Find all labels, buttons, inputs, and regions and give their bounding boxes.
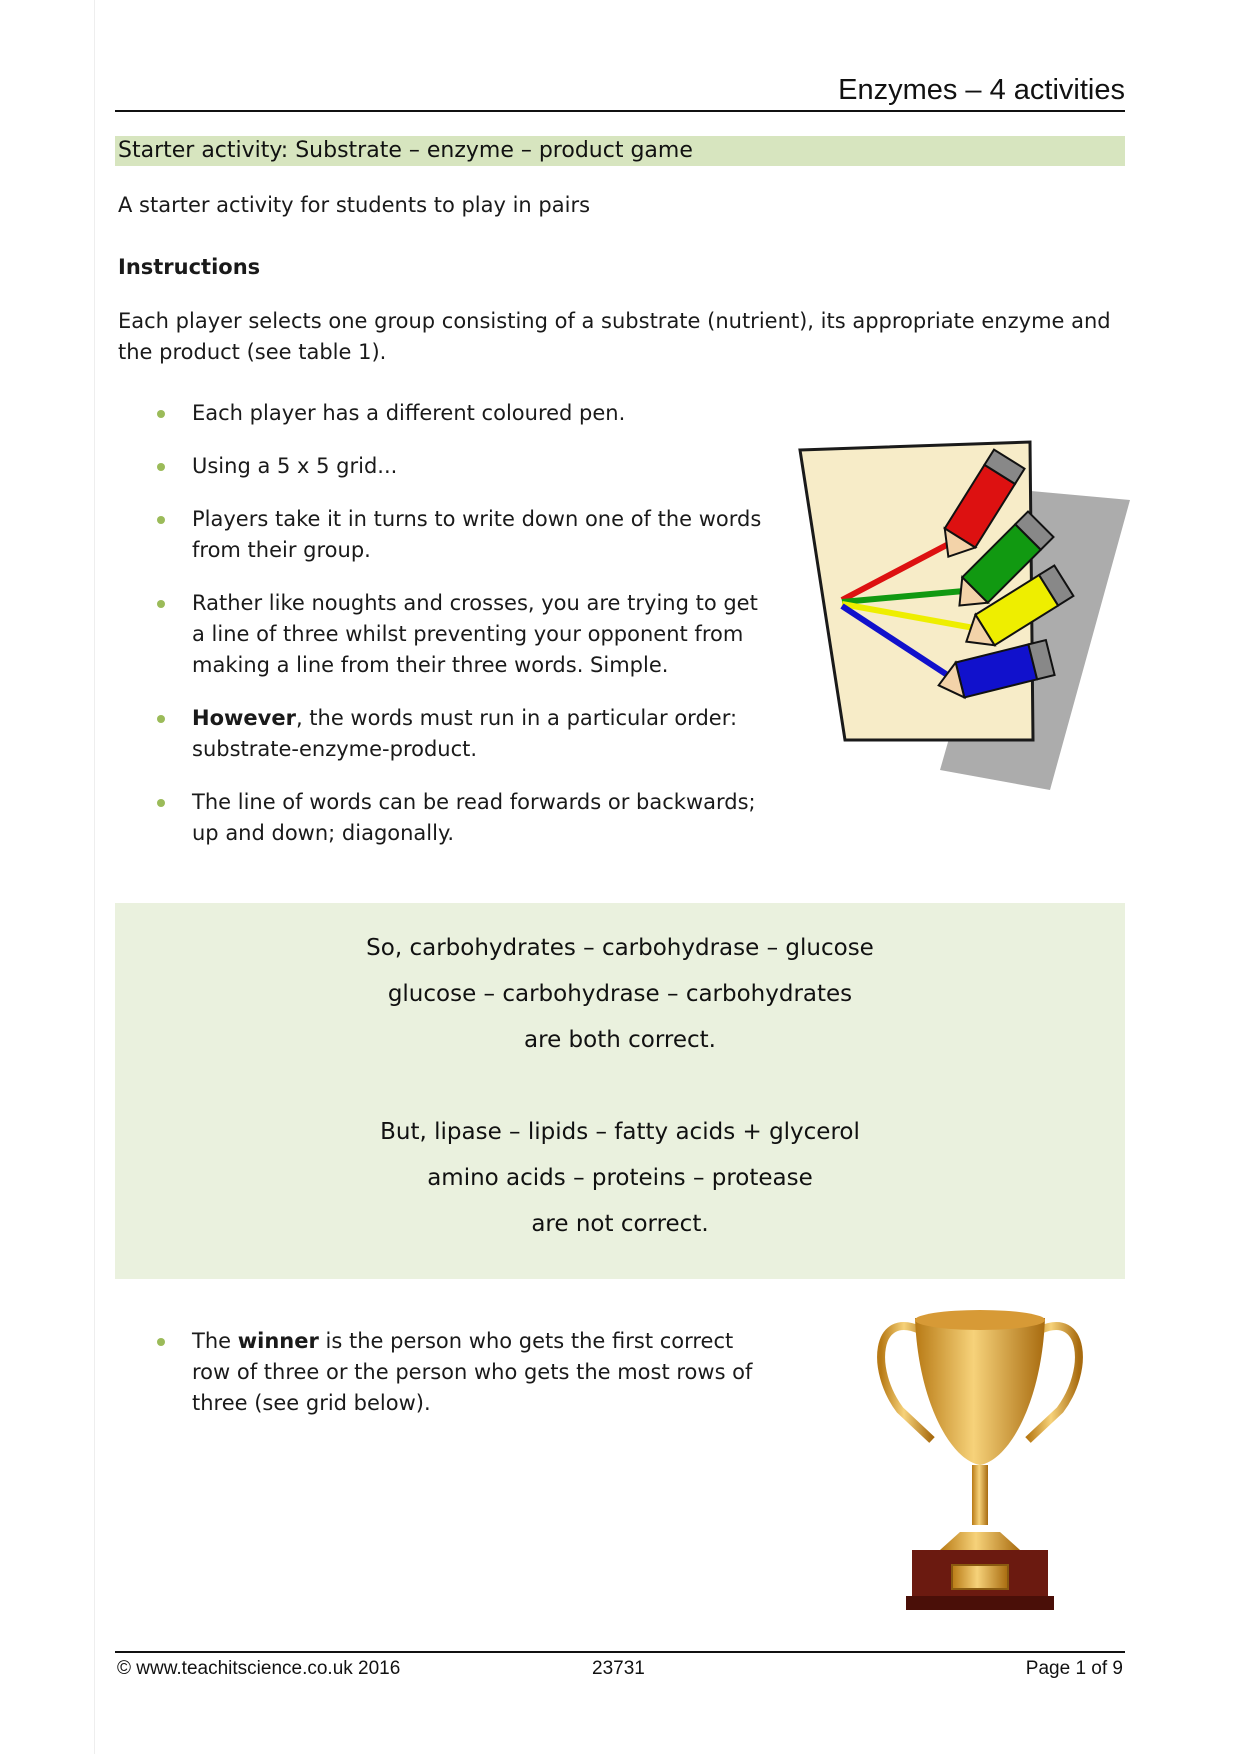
example-line: amino acids – proteins – protease bbox=[427, 1165, 813, 1191]
list-item-text: is the person who gets the first correct row of three or the person who gets the most rows of three (see grid below). bbox=[192, 1329, 753, 1415]
coloured-pencils-image bbox=[790, 440, 1130, 790]
example-line: are not correct. bbox=[531, 1211, 709, 1237]
header-rule bbox=[115, 110, 1125, 112]
bullet-icon bbox=[157, 1338, 165, 1346]
list-item-bold-text: winner bbox=[237, 1329, 319, 1353]
footer-code: 23731 bbox=[592, 1658, 645, 1679]
bullet-icon bbox=[157, 799, 165, 807]
document-title: Enzymes – 4 activities bbox=[838, 74, 1125, 106]
list-item bbox=[154, 703, 764, 765]
instructions-paragraph: Each player selects one group consisting of a substrate (nutrient), its appropriate enzyme and the product (see table 1). bbox=[118, 309, 1111, 364]
example-line: But, lipase – lipids – fatty acids + glycerol bbox=[380, 1119, 860, 1145]
instruction-list bbox=[154, 398, 764, 871]
page-edge-line bbox=[94, 0, 95, 1754]
bullet-icon bbox=[157, 600, 165, 608]
winner-list bbox=[154, 1326, 764, 1419]
list-item-text: The bbox=[192, 1329, 238, 1353]
list-item-text: Players take it in turns to write down one of the words from their group. bbox=[192, 507, 762, 562]
footer-copyright: © www.teachitscience.co.uk 2016 bbox=[117, 1658, 401, 1679]
list-item-text: Each player has a different coloured pen. bbox=[192, 401, 626, 425]
bullet-icon bbox=[157, 463, 165, 471]
list-item-text: , the words must run in a particular order: substrate-enzyme-product. bbox=[192, 706, 738, 761]
list-item-text: Using a 5 x 5 grid... bbox=[192, 454, 398, 478]
footer-rule bbox=[115, 1651, 1125, 1653]
list-item-text: The line of words can be read forwards or backwards; up and down; diagonally. bbox=[192, 790, 756, 845]
example-line: are both correct. bbox=[524, 1027, 716, 1053]
list-item bbox=[154, 588, 764, 681]
footer-page-number: Page 1 of 9 bbox=[1025, 1658, 1123, 1679]
list-item bbox=[154, 451, 764, 482]
bullet-icon bbox=[157, 410, 165, 418]
example-box bbox=[115, 903, 1125, 1279]
bullet-icon bbox=[157, 715, 165, 723]
list-item-bold-text: However bbox=[192, 706, 296, 730]
list-item bbox=[154, 504, 764, 566]
list-item-text: Rather like noughts and crosses, you are trying to get a line of three whilst preventing your opponent from making a line from their three words. Simple. bbox=[192, 591, 758, 677]
example-line: glucose – carbohydrase – carbohydrates bbox=[387, 981, 853, 1007]
intro-text: A starter activity for students to play in pairs bbox=[118, 193, 591, 217]
list-item bbox=[154, 787, 764, 849]
instructions-heading: Instructions bbox=[118, 255, 261, 279]
example-line: So, carbohydrates – carbohydrase – glucose bbox=[366, 935, 874, 961]
list-item bbox=[154, 1326, 764, 1419]
section-heading: Starter activity: Substrate – enzyme – product game bbox=[115, 136, 1125, 166]
bullet-icon bbox=[157, 516, 165, 524]
list-item bbox=[154, 398, 764, 429]
trophy-image bbox=[870, 1300, 1090, 1620]
